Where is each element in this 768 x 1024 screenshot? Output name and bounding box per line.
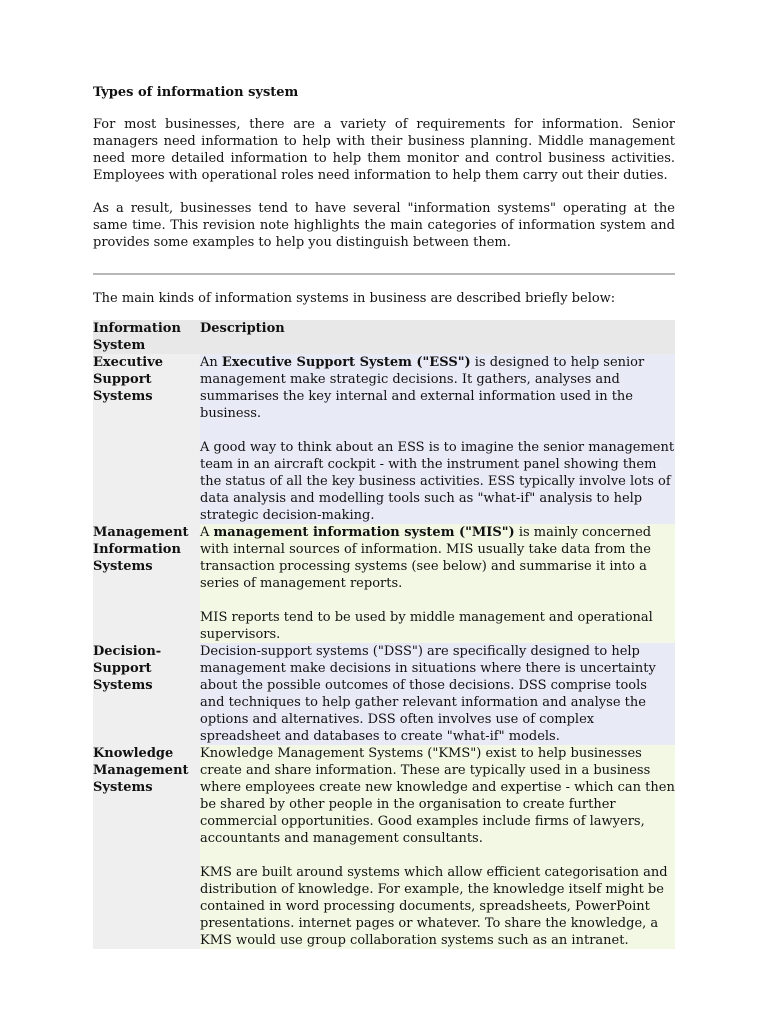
table-header-row [93,320,675,354]
table-row [93,354,675,524]
header-description: Description [200,320,675,354]
table-intro: The main kinds of information systems in business are described briefly below: [93,291,616,306]
system-name: Management Information Systems [93,524,200,643]
horizontal-divider [93,273,675,275]
table-row [93,745,675,949]
system-description: Decision-support systems ("DSS") are specifically designed to help management make decisions in situations where there is uncertainty about the possible outcomes of those decisions. DSS comprise tools and techniques to help gather relevant information and analyse the options and alternatives. DSS often involves use of complex spreadsheet and databases to create "what-if" models. [200,643,675,745]
intro-paragraph-2: As a result, businesses tend to have several "information systems" operating at the same time. This revision note highlights the main categories of information system and provides some examples to help you distinguish between them. [93,201,675,250]
document-title: Types of information system [93,85,299,100]
document-page [93,84,675,949]
system-description: An Executive Support System ("ESS") is designed to help senior management make strategic decisions. It gathers, analyses and summarises the key internal and external information used in the business. A good way to think about an ESS is to imagine the senior management team in an aircraft cockpit - with the instrument panel showing them the status of all the key business activities. ESS typically involve lots of data analysis and modelling tools such as "what-if" analysis to help strategic decision-making. [200,355,675,523]
system-name: Executive Support Systems [93,354,200,524]
system-name: Knowledge Management Systems [93,745,200,949]
table-row [93,524,675,643]
system-description: Knowledge Management Systems ("KMS") exist to help businesses create and share information. These are typically used in a business where employees create new knowledge and expertise - which can then be shared by other people in the organisation to create further commercial opportunities. Good examples include firms of lawyers, accountants and management consultants. KMS are built around systems which allow efficient categorisation and distribution of knowledge. For example, the knowledge itself might be contained in word processing documents, spreadsheets, PowerPoint presentations. internet pages or whatever. To share the knowledge, a KMS would use group collaboration systems such as an intranet. [200,746,675,948]
system-description: A management information system ("MIS") is mainly concerned with internal sources of information. MIS usually take data from the transaction processing systems (see below) and summarise it into a series of management reports. MIS reports tend to be used by middle management and operational supervisors. [200,524,675,643]
table-row [93,643,675,745]
header-system: Information System [93,320,200,354]
system-name: Decision-Support Systems [93,643,200,745]
information-systems-table [93,320,675,949]
intro-paragraph-1: For most businesses, there are a variety of requirements for information. Senior managers need information to help with their business planning. Middle management need more detailed information to help them monitor and control business activities. Employees with operational roles need information to help them carry out their duties. [93,117,675,183]
